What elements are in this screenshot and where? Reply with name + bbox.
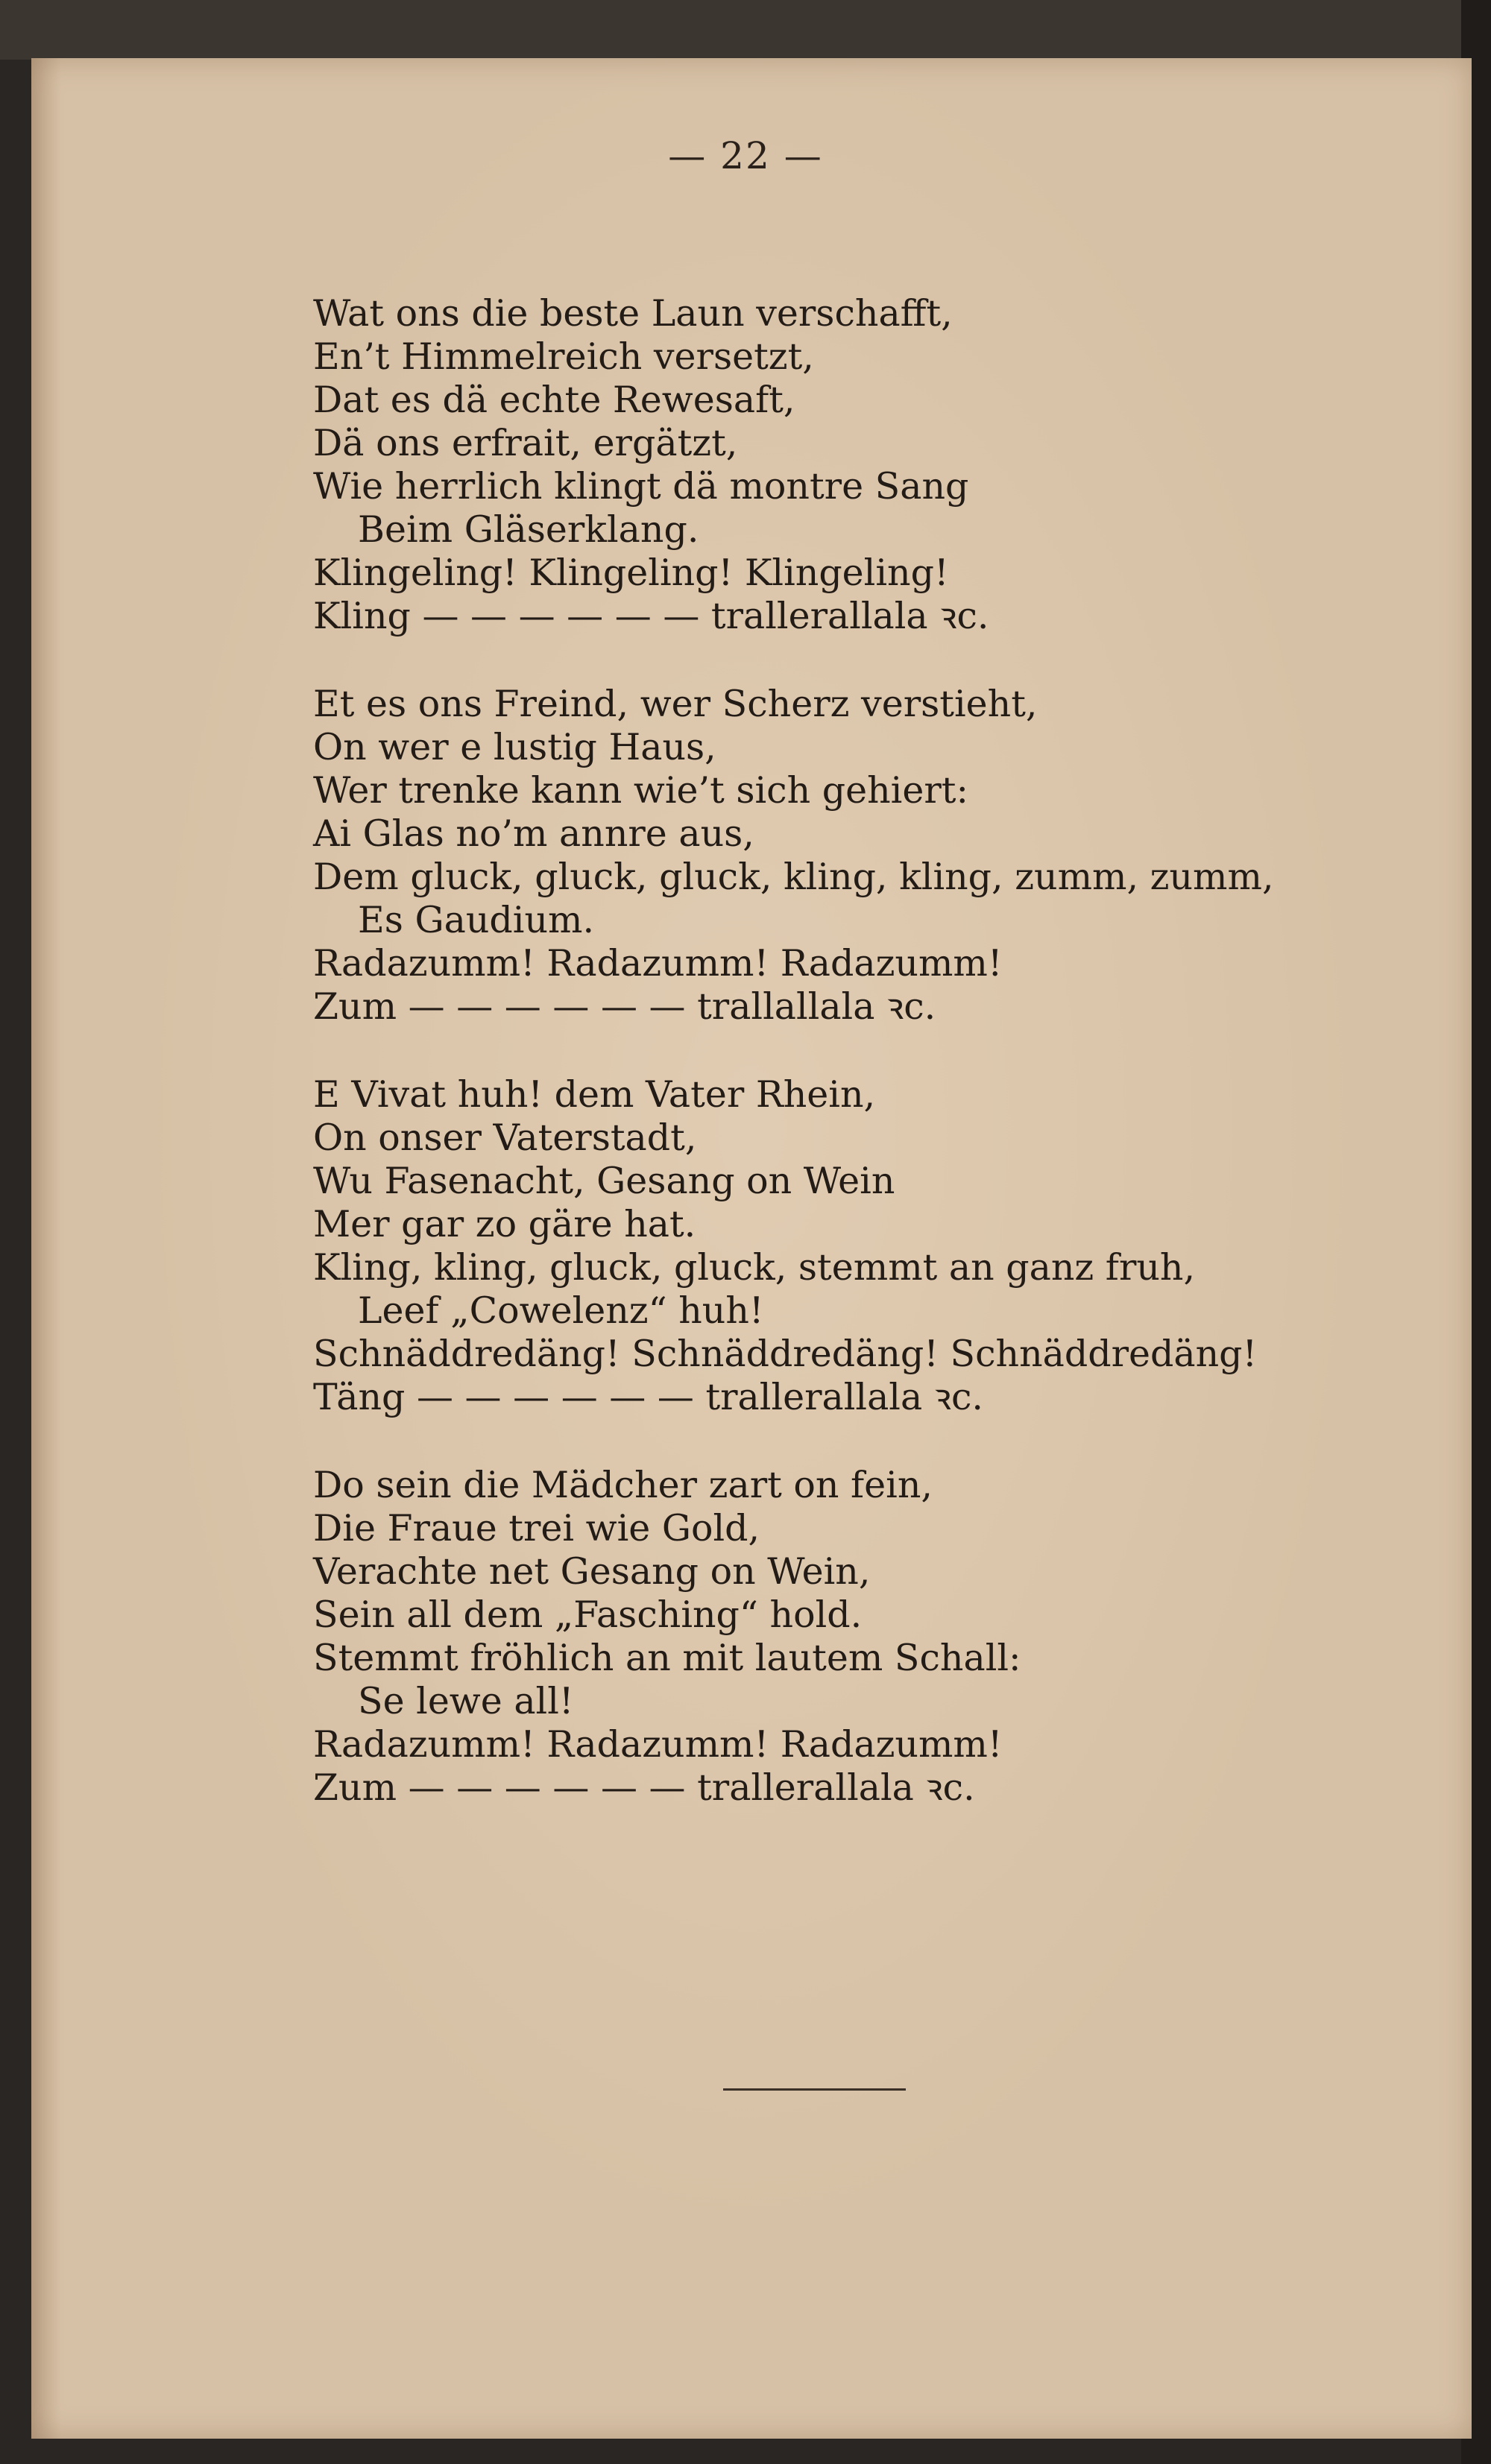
poem-line: Wu Fasenacht, Gesang on Wein bbox=[313, 1160, 895, 1202]
poem-line: Et es ons Freind, wer Scherz verstieht, bbox=[313, 683, 1038, 725]
poem-line: Dat es dä echte Rewesaft, bbox=[313, 379, 795, 421]
poem-line: Klingeling! Klingeling! Klingeling! bbox=[313, 552, 949, 594]
stanza bbox=[313, 1073, 1372, 1419]
poem-line: Verachte net Gesang on Wein, bbox=[313, 1550, 871, 1593]
poem-line: E Vivat huh! dem Vater Rhein, bbox=[313, 1073, 876, 1116]
poem-line: Täng — — — — — — trallerallala ꝛc. bbox=[313, 1376, 984, 1418]
poem-line: Die Fraue trei wie Gold, bbox=[313, 1507, 760, 1550]
poem-line: On onser Vaterstadt, bbox=[313, 1116, 697, 1159]
poem-line: Beim Gläserklang. bbox=[358, 508, 699, 551]
poem-line: Leef „Cowelenz“ huh! bbox=[358, 1289, 764, 1332]
page-number: — 22 — bbox=[668, 134, 823, 177]
book-cover-edge-top bbox=[0, 0, 1491, 60]
poem-body bbox=[313, 292, 1372, 1854]
stanza bbox=[313, 1464, 1372, 1810]
poem-line: Kling, kling, gluck, gluck, stemmt an ganz fruh, bbox=[313, 1246, 1196, 1289]
poem-line: Schnäddredäng! Schnäddredäng! Schnäddredäng! bbox=[313, 1333, 1258, 1375]
poem-line: Wat ons die beste Laun verschafft, bbox=[313, 292, 953, 335]
poem-line: On wer e lustig Haus, bbox=[313, 726, 716, 768]
poem-line: Wie herrlich klingt dä montre Sang bbox=[313, 465, 969, 508]
poem-line: Se lewe all! bbox=[358, 1680, 574, 1722]
poem-line: Do sein die Mädcher zart on fein, bbox=[313, 1464, 933, 1506]
poem-line: Radazumm! Radazumm! Radazumm! bbox=[313, 1723, 1003, 1766]
poem-line: Mer gar zo gäre hat. bbox=[313, 1203, 696, 1245]
poem-line: Dä ons erfrait, ergätzt, bbox=[313, 422, 738, 464]
poem-line: Es Gaudium. bbox=[358, 899, 595, 941]
poem-line: Sein all dem „Fasching“ hold. bbox=[313, 1593, 863, 1636]
poem-line: Wer trenke kann wie’t sich gehiert: bbox=[313, 769, 968, 812]
poem-line: Zum — — — — — — trallerallala ꝛc. bbox=[313, 1766, 975, 1809]
poem-line: Ai Glas no’m annre aus, bbox=[313, 812, 754, 855]
poem-line: En’t Himmelreich versetzt, bbox=[313, 335, 814, 378]
poem-line: Dem gluck, gluck, gluck, kling, kling, zumm, zumm, bbox=[313, 856, 1274, 898]
stanza bbox=[313, 292, 1372, 638]
stanza bbox=[313, 683, 1372, 1029]
poem-line: Radazumm! Radazumm! Radazumm! bbox=[313, 942, 1003, 985]
poem-line: Zum — — — — — — trallallala ꝛc. bbox=[313, 985, 936, 1028]
poem-line: Kling — — — — — — trallerallala ꝛc. bbox=[313, 595, 989, 637]
end-rule-divider bbox=[723, 2088, 906, 2091]
poem-line: Stemmt fröhlich an mit lautem Schall: bbox=[313, 1637, 1021, 1679]
